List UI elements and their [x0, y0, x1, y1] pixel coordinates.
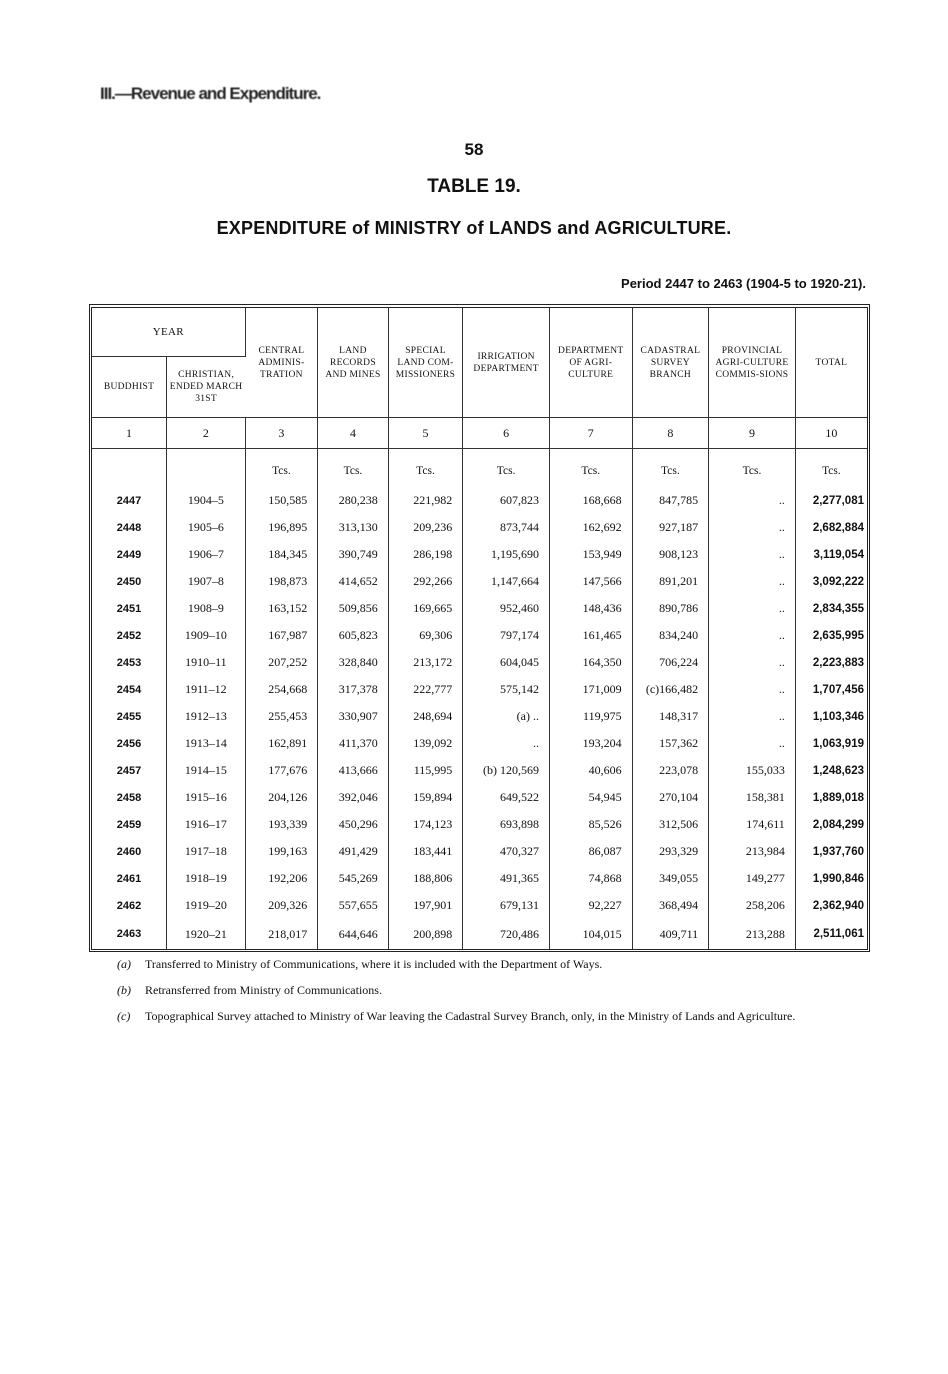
buddhist-year-cell: 2452 [92, 622, 167, 649]
footnote [117, 956, 857, 972]
land-records-cell: 644,646 [318, 919, 389, 949]
land-records-cell: 280,238 [318, 487, 389, 514]
provincial-cell: 174,611 [709, 811, 796, 838]
total-cell: 1,707,456 [812, 683, 864, 696]
special-commissioners-cell: 213,172 [388, 649, 463, 676]
provincial-cell: 213,984 [709, 838, 796, 865]
column-number: 2 [167, 418, 246, 449]
unit-label: Tcs. [632, 449, 709, 488]
special-commissioners-cell: 209,236 [388, 514, 463, 541]
buddhist-year-cell: 2456 [92, 730, 167, 757]
christian-year-cell: 1916–17 [167, 811, 246, 838]
units-row [92, 449, 867, 488]
irrigation-cell: 693,898 [463, 811, 550, 838]
irrigation-cell: 797,174 [463, 622, 550, 649]
column-number: 8 [632, 418, 709, 449]
unit-label: Tcs. [388, 449, 463, 488]
total-cell: 1,248,623 [812, 764, 864, 777]
table-row [92, 757, 867, 784]
header-christian: CHRISTIAN, ENDED MARCH 31ST [167, 357, 246, 418]
irrigation-cell: 470,327 [463, 838, 550, 865]
agriculture-cell: 164,350 [549, 649, 632, 676]
cadastral-cell: 157,362 [632, 730, 709, 757]
land-records-cell: 330,907 [318, 703, 389, 730]
christian-year-cell: 1918–19 [167, 865, 246, 892]
land-records-cell: 509,856 [318, 595, 389, 622]
total-cell: 1,063,919 [812, 737, 864, 750]
page-number: 58 [464, 140, 484, 159]
total-cell: 2,084,299 [812, 818, 864, 831]
central-admin-cell: 196,895 [245, 514, 318, 541]
column-number-row [92, 418, 867, 449]
agriculture-cell: 161,465 [549, 622, 632, 649]
footnote-text: Topographical Survey attached to Ministry of War leaving the Cadastral Survey Branch, only, in the Ministry of Lands and Agriculture. [145, 1009, 796, 1023]
central-admin-cell: 162,891 [245, 730, 318, 757]
cadastral-cell: 891,201 [632, 568, 709, 595]
land-records-cell: 392,046 [318, 784, 389, 811]
central-admin-cell: 218,017 [245, 919, 318, 949]
provincial-cell: 258,206 [709, 892, 796, 919]
buddhist-year-cell: 2463 [92, 919, 167, 949]
table-label: TABLE 19. [427, 176, 521, 197]
header-central-administration: CENTRAL ADMINIS-TRATION [245, 308, 318, 418]
christian-year-cell: 1915–16 [167, 784, 246, 811]
buddhist-year-cell: 2454 [92, 676, 167, 703]
buddhist-year-cell: 2453 [92, 649, 167, 676]
special-commissioners-cell: 183,441 [388, 838, 463, 865]
central-admin-cell: 209,326 [245, 892, 318, 919]
special-commissioners-cell: 200,898 [388, 919, 463, 949]
christian-year-cell: 1912–13 [167, 703, 246, 730]
christian-year-cell: 1906–7 [167, 541, 246, 568]
footnote [117, 982, 857, 998]
cadastral-cell: 834,240 [632, 622, 709, 649]
cadastral-cell: 270,104 [632, 784, 709, 811]
buddhist-year-cell: 2449 [92, 541, 167, 568]
running-head: III.—Revenue and Expenditure. [100, 84, 321, 103]
cadastral-cell: 927,187 [632, 514, 709, 541]
provincial-cell: 158,381 [709, 784, 796, 811]
christian-year-cell: 1914–15 [167, 757, 246, 784]
buddhist-year-cell: 2458 [92, 784, 167, 811]
table-row [92, 730, 867, 757]
expenditure-table [89, 304, 870, 952]
column-number: 3 [245, 418, 318, 449]
cadastral-cell: (c)166,482 [632, 676, 709, 703]
irrigation-cell: 1,147,664 [463, 568, 550, 595]
header-agriculture: DEPARTMENT OF AGRI-CULTURE [549, 308, 632, 418]
total-cell: 3,092,222 [812, 575, 864, 588]
buddhist-year-cell: 2450 [92, 568, 167, 595]
provincial-cell: 149,277 [709, 865, 796, 892]
central-admin-cell: 193,339 [245, 811, 318, 838]
agriculture-cell: 193,204 [549, 730, 632, 757]
total-cell: 2,834,355 [812, 602, 864, 615]
land-records-cell: 411,370 [318, 730, 389, 757]
special-commissioners-cell: 197,901 [388, 892, 463, 919]
central-admin-cell: 150,585 [245, 487, 318, 514]
cadastral-cell: 368,494 [632, 892, 709, 919]
total-cell: 2,635,995 [812, 629, 864, 642]
cadastral-cell: 908,123 [632, 541, 709, 568]
table-row [92, 595, 867, 622]
buddhist-year-cell: 2455 [92, 703, 167, 730]
column-number: 5 [388, 418, 463, 449]
special-commissioners-cell: 188,806 [388, 865, 463, 892]
christian-year-cell: 1920–21 [167, 919, 246, 949]
unit-label: Tcs. [822, 465, 841, 477]
header-land-records: LAND RECORDS AND MINES [318, 308, 389, 418]
provincial-cell: .. [709, 730, 796, 757]
total-cell: 2,277,081 [812, 494, 864, 507]
christian-year-cell: 1908–9 [167, 595, 246, 622]
agriculture-cell: 168,668 [549, 487, 632, 514]
agriculture-cell: 148,436 [549, 595, 632, 622]
christian-year-cell: 1913–14 [167, 730, 246, 757]
land-records-cell: 414,652 [318, 568, 389, 595]
total-cell: 1,889,018 [812, 791, 864, 804]
agriculture-cell: 85,526 [549, 811, 632, 838]
unit-label: Tcs. [245, 449, 318, 488]
irrigation-cell: 607,823 [463, 487, 550, 514]
provincial-cell: .. [709, 487, 796, 514]
provincial-cell: 213,288 [709, 919, 796, 949]
total-cell: 3,119,054 [813, 548, 864, 561]
central-admin-cell: 177,676 [245, 757, 318, 784]
table-row [92, 649, 867, 676]
table-row [92, 703, 867, 730]
land-records-cell: 450,296 [318, 811, 389, 838]
land-records-cell: 328,840 [318, 649, 389, 676]
header-cadastral: CADASTRAL SURVEY BRANCH [632, 308, 709, 418]
buddhist-year-cell: 2459 [92, 811, 167, 838]
table-row [92, 892, 867, 919]
agriculture-cell: 86,087 [549, 838, 632, 865]
page-title: EXPENDITURE of MINISTRY of LANDS and AGRICULTURE. [216, 218, 732, 238]
agriculture-cell: 119,975 [549, 703, 632, 730]
christian-year-cell: 1917–18 [167, 838, 246, 865]
provincial-cell: .. [709, 703, 796, 730]
special-commissioners-cell: 159,894 [388, 784, 463, 811]
special-commissioners-cell: 169,665 [388, 595, 463, 622]
christian-year-cell: 1919–20 [167, 892, 246, 919]
cadastral-cell: 312,506 [632, 811, 709, 838]
special-commissioners-cell: 115,995 [388, 757, 463, 784]
central-admin-cell: 199,163 [245, 838, 318, 865]
table-row [92, 676, 867, 703]
total-cell: 2,362,940 [812, 899, 864, 912]
land-records-cell: 545,269 [318, 865, 389, 892]
column-number: 6 [463, 418, 550, 449]
buddhist-year-cell: 2457 [92, 757, 167, 784]
header-buddhist: BUDDHIST [92, 357, 167, 418]
footnotes [117, 956, 857, 1034]
provincial-cell: 155,033 [709, 757, 796, 784]
provincial-cell: .. [709, 622, 796, 649]
agriculture-cell: 147,566 [549, 568, 632, 595]
buddhist-year-cell: 2462 [92, 892, 167, 919]
special-commissioners-cell: 174,123 [388, 811, 463, 838]
total-cell: 2,682,884 [812, 521, 864, 534]
special-commissioners-cell: 221,982 [388, 487, 463, 514]
column-number: 7 [549, 418, 632, 449]
table-row [92, 487, 867, 514]
provincial-cell: .. [709, 676, 796, 703]
total-cell: 1,103,346 [812, 710, 864, 723]
agriculture-cell: 153,949 [549, 541, 632, 568]
table-row [92, 919, 867, 949]
special-commissioners-cell: 248,694 [388, 703, 463, 730]
irrigation-cell: 952,460 [463, 595, 550, 622]
christian-year-cell: 1910–11 [167, 649, 246, 676]
central-admin-cell: 198,873 [245, 568, 318, 595]
agriculture-cell: 40,606 [549, 757, 632, 784]
provincial-cell: .. [709, 541, 796, 568]
christian-year-cell: 1909–10 [167, 622, 246, 649]
footnote-mark: (a) [117, 957, 131, 971]
footnote-mark: (b) [117, 983, 131, 997]
table-row [92, 568, 867, 595]
irrigation-cell: 1,195,690 [463, 541, 550, 568]
buddhist-year-cell: 2460 [92, 838, 167, 865]
unit-label: Tcs. [709, 449, 796, 488]
provincial-cell: .. [709, 595, 796, 622]
agriculture-cell: 92,227 [549, 892, 632, 919]
special-commissioners-cell: 222,777 [388, 676, 463, 703]
column-number: 4 [318, 418, 389, 449]
agriculture-cell: 54,945 [549, 784, 632, 811]
provincial-cell: .. [709, 568, 796, 595]
central-admin-cell: 192,206 [245, 865, 318, 892]
irrigation-cell: .. [463, 730, 550, 757]
total-cell: 2,223,883 [812, 656, 864, 669]
provincial-cell: .. [709, 649, 796, 676]
buddhist-year-cell: 2447 [92, 487, 167, 514]
central-admin-cell: 184,345 [245, 541, 318, 568]
christian-year-cell: 1907–8 [167, 568, 246, 595]
cadastral-cell: 847,785 [632, 487, 709, 514]
irrigation-cell: 679,131 [463, 892, 550, 919]
land-records-cell: 413,666 [318, 757, 389, 784]
column-number: 9 [709, 418, 796, 449]
land-records-cell: 557,655 [318, 892, 389, 919]
land-records-cell: 605,823 [318, 622, 389, 649]
cadastral-cell: 706,224 [632, 649, 709, 676]
irrigation-cell: 491,365 [463, 865, 550, 892]
special-commissioners-cell: 69,306 [388, 622, 463, 649]
total-cell: 1,990,846 [812, 872, 864, 885]
column-number: 1 [92, 418, 167, 449]
footnote-text: Transferred to Ministry of Communications, where it is included with the Department of Ways. [145, 957, 603, 971]
table-row [92, 622, 867, 649]
table-row [92, 838, 867, 865]
column-number: 10 [795, 418, 867, 449]
agriculture-cell: 162,692 [549, 514, 632, 541]
irrigation-cell: 720,486 [463, 919, 550, 949]
special-commissioners-cell: 139,092 [388, 730, 463, 757]
cadastral-cell: 223,078 [632, 757, 709, 784]
central-admin-cell: 254,668 [245, 676, 318, 703]
table-row [92, 865, 867, 892]
irrigation-cell: (b) 120,569 [463, 757, 550, 784]
cadastral-cell: 409,711 [632, 919, 709, 949]
unit-label: Tcs. [318, 449, 389, 488]
agriculture-cell: 74,868 [549, 865, 632, 892]
land-records-cell: 390,749 [318, 541, 389, 568]
agriculture-cell: 104,015 [549, 919, 632, 949]
header-provincial: PROVINCIAL AGRI-CULTURE COMMIS-SIONS [709, 308, 796, 418]
unit-label [167, 449, 246, 488]
irrigation-cell: 604,045 [463, 649, 550, 676]
provincial-cell: .. [709, 514, 796, 541]
buddhist-year-cell: 2461 [92, 865, 167, 892]
total-cell: 2,511,061 [813, 928, 864, 940]
central-admin-cell: 204,126 [245, 784, 318, 811]
special-commissioners-cell: 286,198 [388, 541, 463, 568]
header-year: YEAR [92, 308, 245, 357]
irrigation-cell: 575,142 [463, 676, 550, 703]
buddhist-year-cell: 2448 [92, 514, 167, 541]
land-records-cell: 317,378 [318, 676, 389, 703]
cadastral-cell: 890,786 [632, 595, 709, 622]
agriculture-cell: 171,009 [549, 676, 632, 703]
central-admin-cell: 163,152 [245, 595, 318, 622]
footnote-text: Retransferred from Ministry of Communications. [145, 983, 382, 997]
total-cell: 1,937,760 [812, 845, 864, 858]
table-row [92, 811, 867, 838]
unit-label: Tcs. [463, 449, 550, 488]
footnote-mark: (c) [117, 1009, 131, 1023]
irrigation-cell: (a) .. [463, 703, 550, 730]
header-irrigation: IRRIGATION DEPARTMENT [463, 308, 550, 418]
christian-year-cell: 1911–12 [167, 676, 246, 703]
central-admin-cell: 207,252 [245, 649, 318, 676]
irrigation-cell: 649,522 [463, 784, 550, 811]
unit-label [92, 449, 167, 488]
table-row [92, 541, 867, 568]
cadastral-cell: 293,329 [632, 838, 709, 865]
central-admin-cell: 255,453 [245, 703, 318, 730]
irrigation-cell: 873,744 [463, 514, 550, 541]
cadastral-cell: 148,317 [632, 703, 709, 730]
special-commissioners-cell: 292,266 [388, 568, 463, 595]
buddhist-year-cell: 2451 [92, 595, 167, 622]
unit-label: Tcs. [549, 449, 632, 488]
header-total: TOTAL [795, 308, 867, 418]
header-special-commissioners: SPECIAL LAND COM-MISSIONERS [388, 308, 463, 418]
table-row [92, 514, 867, 541]
cadastral-cell: 349,055 [632, 865, 709, 892]
period-label: Period 2447 to 2463 (1904-5 to 1920-21). [621, 276, 866, 291]
table-row [92, 784, 867, 811]
footnote [117, 1008, 857, 1024]
land-records-cell: 491,429 [318, 838, 389, 865]
central-admin-cell: 167,987 [245, 622, 318, 649]
land-records-cell: 313,130 [318, 514, 389, 541]
christian-year-cell: 1905–6 [167, 514, 246, 541]
christian-year-cell: 1904–5 [167, 487, 246, 514]
